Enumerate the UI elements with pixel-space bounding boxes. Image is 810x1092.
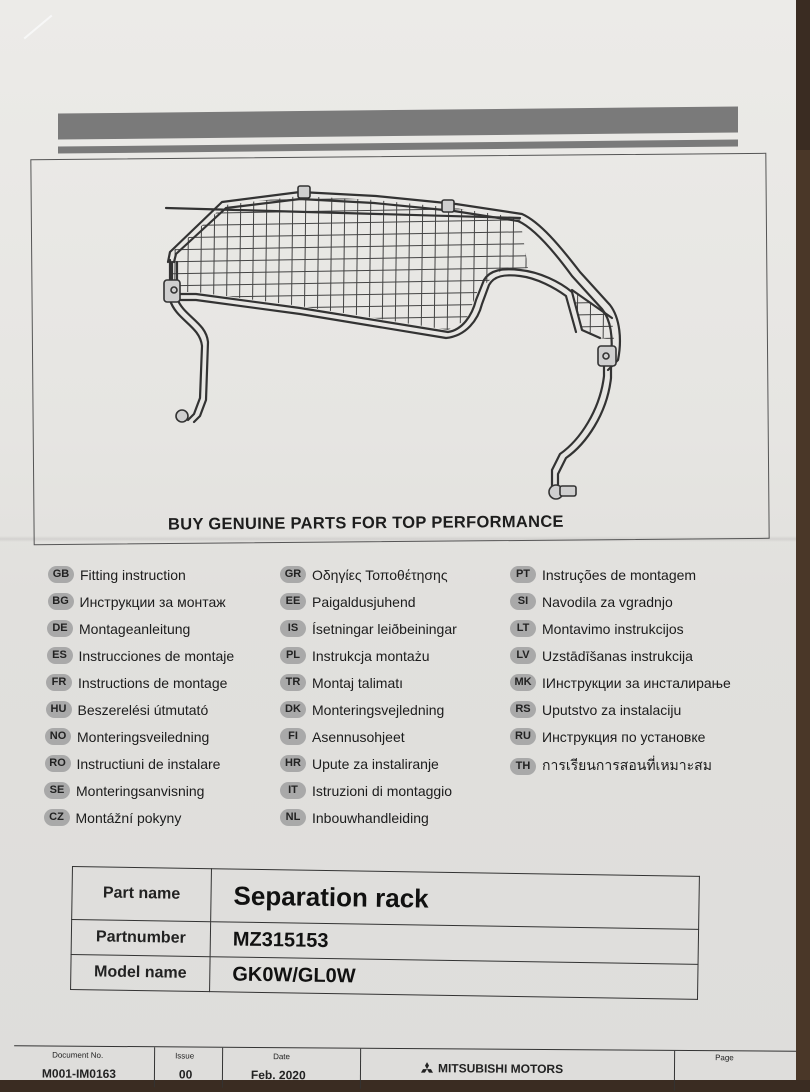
language-code-badge: NL [280, 809, 306, 826]
partnumber-value: MZ315153 [210, 922, 698, 965]
language-label: Instructions de montage [78, 674, 228, 691]
language-code-badge: ES [47, 647, 73, 664]
language-code-badge: HU [46, 701, 72, 718]
language-entry [280, 782, 452, 799]
language-entry [510, 755, 712, 777]
brand-block [420, 1061, 563, 1076]
language-code-badge: DE [47, 620, 73, 637]
issue-cell [154, 1047, 223, 1087]
language-label: Beszerelési útmutató [77, 701, 209, 718]
language-entry [280, 593, 416, 610]
language-label: Inbouwhandleiding [312, 809, 429, 826]
language-entry [280, 755, 439, 772]
language-label: Paigaldusjuhend [312, 593, 416, 610]
language-code-badge: TR [280, 674, 306, 691]
language-label: Monteringsanvisning [76, 782, 205, 799]
language-entry [510, 566, 696, 583]
language-code-badge: FI [280, 728, 306, 745]
language-code-badge: NO [45, 728, 71, 745]
document-footer [14, 1045, 796, 1091]
language-code-badge: BG [48, 593, 74, 610]
date-value: Feb. 2020 [250, 1067, 306, 1083]
language-code-badge: HR [280, 755, 306, 772]
language-label: Navodila za vgradnjo [542, 593, 673, 610]
language-code-badge: RS [510, 701, 536, 718]
language-label: Οδηγίες Τοποθέτησης [312, 566, 448, 583]
language-label: การเรียนการสอนที่เหมาะสม [542, 757, 712, 773]
language-entry [280, 809, 429, 826]
language-code-badge: SE [44, 782, 70, 799]
part-info-table [70, 866, 700, 1000]
language-label: Montaj talimatı [312, 674, 404, 691]
language-entry [44, 809, 182, 826]
language-label: Инструкции за монтаж [79, 593, 226, 610]
mitsubishi-logo-icon [420, 1062, 434, 1075]
language-code-badge: IS [280, 620, 306, 637]
language-entry [280, 728, 405, 745]
language-label: Asennusohjeet [312, 728, 405, 745]
language-label: Instructiuni de instalare [76, 755, 221, 772]
language-code-badge: RU [510, 728, 536, 745]
language-label: Istruzioni di montaggio [312, 782, 453, 799]
language-code-badge: PT [510, 566, 536, 583]
model-name-value: GK0W/GL0W [210, 957, 698, 1000]
brand-divider [360, 1049, 361, 1089]
model-name-label: Model name [71, 954, 211, 991]
date-cell [222, 1048, 343, 1089]
table-surface [796, 150, 810, 1080]
part-name-value: Separation rack [211, 869, 700, 930]
issue-label: Issue [175, 1051, 195, 1061]
language-code-badge: CZ [44, 809, 70, 826]
language-code-badge: MK [510, 674, 536, 691]
language-entry [280, 566, 448, 583]
part-name-row [72, 867, 700, 930]
part-name-label: Part name [72, 867, 212, 922]
language-code-badge: GB [48, 566, 74, 583]
language-label: Montavimo instrukcijos [542, 620, 684, 637]
language-label: Инструкция по установке [542, 728, 706, 745]
page-label: Page [715, 1053, 734, 1063]
language-label: Monteringsveiledning [77, 728, 210, 745]
language-entry [280, 674, 403, 691]
doc-no-label: Document No. [52, 1050, 104, 1060]
issue-value: 00 [178, 1067, 193, 1082]
language-entry [48, 566, 186, 583]
language-label: Uputstvo za instalaciju [542, 701, 682, 718]
language-entry [44, 782, 204, 799]
language-label: Instrucciones de montaje [78, 647, 235, 664]
partnumber-label: Partnumber [71, 920, 211, 957]
language-label: Montageanleitung [79, 620, 191, 637]
language-entry [510, 701, 681, 718]
genuine-parts-tagline: BUY GENUINE PARTS FOR TOP PERFORMANCE [167, 512, 564, 534]
language-label: Ísetningar leiðbeiningar [312, 620, 457, 637]
language-entry [280, 647, 430, 664]
language-code-badge: LV [510, 647, 536, 664]
language-code-badge: DK [280, 701, 306, 718]
language-entry [47, 620, 190, 637]
language-label: Instrukcja montażu [312, 647, 430, 664]
language-code-badge: IT [280, 782, 306, 799]
language-entry [45, 755, 221, 772]
language-label: IИнструкции за инсталирање [542, 674, 731, 691]
language-code-badge: EE [280, 593, 306, 610]
language-code-badge: FR [46, 674, 72, 691]
language-entry [47, 647, 235, 664]
language-label: Upute za instaliranje [312, 755, 439, 772]
language-entry [510, 647, 693, 664]
doc-no-value: M001-IM0163 [41, 1066, 117, 1081]
language-label: Instruções de montagem [542, 566, 697, 583]
language-code-badge: SI [510, 593, 536, 610]
language-code-badge: PL [280, 647, 306, 664]
language-entry [510, 620, 684, 637]
language-code-badge: TH [510, 758, 536, 775]
language-label: Monteringsvejledning [312, 701, 445, 718]
language-code-badge: GR [280, 566, 306, 583]
language-entry [46, 674, 227, 691]
language-entry [45, 728, 209, 745]
language-entry [280, 701, 444, 718]
language-entry [510, 728, 705, 745]
doc-no-cell [14, 1046, 154, 1087]
brand-name: MITSUBISHI MOTORS [437, 1061, 564, 1077]
language-entry [510, 593, 673, 610]
language-label: Fitting instruction [80, 566, 186, 583]
language-entry [46, 701, 209, 718]
date-label: Date [273, 1052, 291, 1062]
language-entry [280, 620, 457, 637]
language-code-badge: LT [510, 620, 536, 637]
language-label: Montážní pokyny [75, 809, 182, 826]
language-entry [510, 674, 731, 691]
language-code-badge: RO [45, 755, 71, 772]
language-label: Uzstādīšanas instrukcija [542, 647, 693, 664]
page-cell [674, 1051, 797, 1092]
language-entry [48, 593, 226, 610]
